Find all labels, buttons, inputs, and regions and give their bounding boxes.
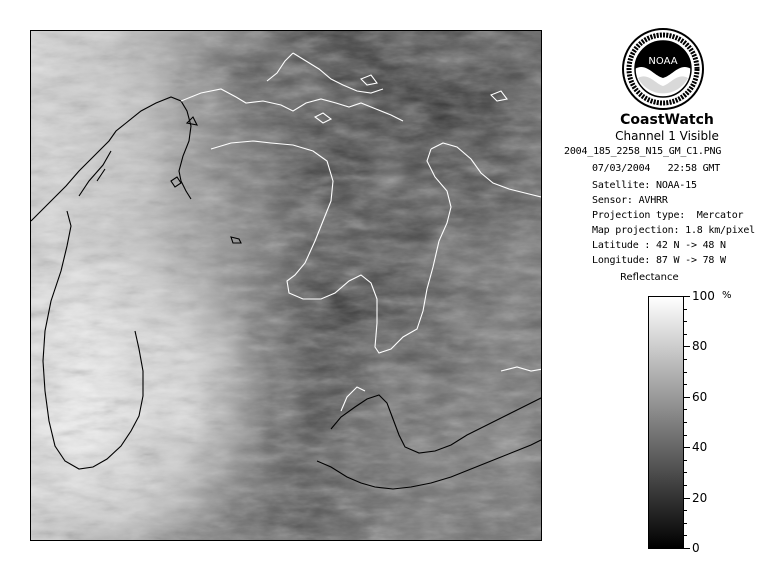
- colorbar-tick-mark: [684, 548, 690, 549]
- colorbar-minor-tick: [684, 472, 687, 473]
- colorbar-tick-label: 60: [692, 389, 708, 404]
- colorbar-minor-tick: [684, 460, 687, 461]
- noaa-logo-text: NOAA: [648, 56, 678, 67]
- legend-title: Reflectance: [620, 272, 679, 283]
- legend-unit: %: [722, 290, 732, 301]
- map-projection: Map projection: 1.8 km/pixel: [592, 225, 755, 236]
- colorbar-minor-tick: [684, 409, 687, 410]
- longitude-range: Longitude: 87 W -> 78 W: [592, 255, 726, 266]
- colorbar-tick-mark: [684, 397, 690, 398]
- colorbar-minor-tick: [684, 321, 687, 322]
- satellite-map: [30, 30, 542, 541]
- colorbar-minor-tick: [684, 535, 687, 536]
- colorbar-tick-label: 100: [692, 289, 715, 303]
- satellite: Satellite: NOAA-15: [592, 180, 697, 191]
- noaa-logo: [620, 26, 706, 116]
- filename: 2004_185_2258_N15_GM_C1.PNG: [564, 146, 722, 157]
- channel-label: Channel 1 Visible: [615, 129, 719, 143]
- colorbar-tick-mark: [684, 447, 690, 448]
- colorbar-tick-mark: [684, 498, 690, 499]
- colorbar-tick-label: 80: [692, 339, 708, 354]
- product-title: CoastWatch: [620, 112, 714, 128]
- colorbar-minor-tick: [684, 372, 687, 373]
- colorbar-tick-label: 0: [692, 541, 700, 555]
- colorbar-minor-tick: [684, 384, 687, 385]
- latitude-range: Latitude : 42 N -> 48 N: [592, 240, 726, 251]
- projection-type: Projection type: Mercator: [592, 210, 744, 221]
- colorbar-tick-label: 40: [692, 440, 708, 455]
- colorbar-minor-tick: [684, 435, 687, 436]
- colorbar-minor-tick: [684, 485, 687, 486]
- sensor: Sensor: AVHRR: [592, 195, 668, 206]
- colorbar-minor-tick: [684, 422, 687, 423]
- colorbar-minor-tick: [684, 510, 687, 511]
- colorbar-tick-mark: [684, 346, 690, 347]
- colorbar-minor-tick: [684, 309, 687, 310]
- colorbar-minor-tick: [684, 523, 687, 524]
- reflectance-colorbar: [648, 296, 684, 549]
- satellite-image: [31, 31, 542, 541]
- colorbar-tick-mark: [684, 296, 690, 297]
- colorbar-minor-tick: [684, 334, 687, 335]
- colorbar-tick-label: 20: [692, 490, 708, 505]
- datetime: 07/03/2004 22:58 GMT: [592, 163, 721, 174]
- colorbar-minor-tick: [684, 359, 687, 360]
